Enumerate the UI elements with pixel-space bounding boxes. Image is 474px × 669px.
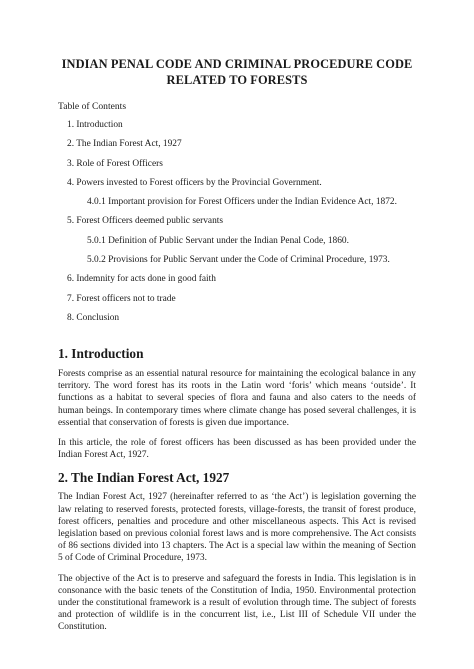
section-heading-introduction: 1. Introduction (58, 345, 144, 361)
forest-act-paragraph-2: The objective of the Act is to preserve and safeguard the forests in India. This legislation is in consonance with the basic tenets of the Constitution of India, 1950. Environmental protection under the constitutional framework is a result of evolution through time. The subject of forests and protection of wildlife is in the concurrent list, i.e., List III of Schedule VII under the Constitution. (58, 573, 416, 633)
title-line-2: RELATED TO FORESTS (166, 73, 308, 87)
table-of-contents (58, 100, 416, 325)
toc-item-powers-invested[interactable]: 4. Powers invested to Forest officers by the Provincial Government. (67, 177, 322, 188)
forest-act-paragraph-1: The Indian Forest Act, 1927 (hereinafter referred to as ‘the Act’) is legislation governing the law relating to reserved forests, protected forests, village-forests, the transit of forest produce, forest officers, penalties and procedure and other miscellaneous aspects. This Act is revised legislation based on previous colonial forest laws and is more comprehensive. The Act consists of 86 sections divided into 13 chapters. The Act is a special law within the meaning of Section 5 of Code of Criminal Procedure, 1973. (58, 492, 416, 564)
toc-item-indian-forest-act[interactable]: 2. The Indian Forest Act, 1927 (67, 139, 182, 150)
document-page (58, 56, 416, 642)
document-title (58, 56, 416, 88)
toc-item-role-of-forest-officers[interactable]: 3. Role of Forest Officers (67, 158, 163, 169)
toc-item-introduction[interactable]: 1. Introduction (67, 120, 123, 130)
title-line-1: INDIAN PENAL CODE AND CRIMINAL PROCEDURE CODE (61, 57, 413, 71)
toc-item-indemnity[interactable]: 6. Indemnity for acts done in good faith (67, 274, 216, 285)
section-heading-indian-forest-act: 2. The Indian Forest Act, 1927 (58, 470, 230, 486)
toc-item-public-servants[interactable]: 5. Forest Officers deemed public servants (67, 216, 224, 227)
toc-item-ipc-definition[interactable]: 5.0.1 Definition of Public Servant under the Indian Penal Code, 1860. (87, 235, 349, 246)
toc-item-conclusion[interactable]: 8. Conclusion (67, 312, 120, 323)
toc-item-crpc-provisions[interactable]: 5.0.2 Provisions for Public Servant under the Code of Criminal Procedure, 1973. (87, 255, 390, 266)
introduction-paragraph-2: In this article, the role of forest officers has been discussed as has been provided under the Indian Forest Act, 1927. (58, 437, 416, 461)
introduction-paragraph-1: Forests comprise as an essential natural resource for maintaining the ecological balance in any territory. The word forest has its roots in the Latin word ‘foris’ which means ‘outside’. It functions as a habitat to several species of flora and fauna and also caters to the needs of human beings. In contemporary times where climate change has posed several challenges, it is essential that conservation of forests is given due importance. (58, 368, 416, 428)
toc-heading: Table of Contents (58, 101, 127, 112)
toc-item-evidence-act-provision[interactable]: 4.0.1 Important provision for Forest Officers under the Indian Evidence Act, 1872. (87, 197, 397, 208)
toc-item-not-to-trade[interactable]: 7. Forest officers not to trade (67, 293, 176, 304)
